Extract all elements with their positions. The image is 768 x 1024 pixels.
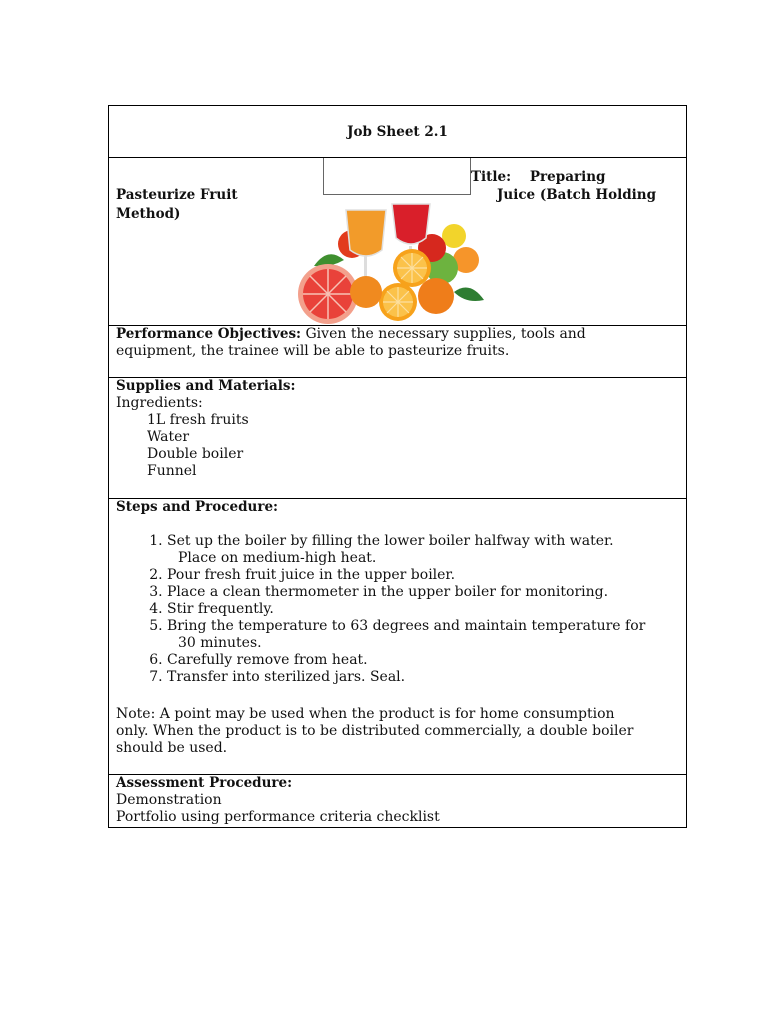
step-item: 3. Place a clean thermometer in the upper boiler for monitoring. bbox=[167, 584, 686, 601]
job-sheet-table bbox=[108, 105, 687, 828]
title-left-line2: Method) bbox=[116, 206, 181, 222]
supply-item: Water bbox=[147, 429, 190, 445]
supply-item: 1L fresh fruits bbox=[147, 412, 249, 428]
steps-label: Steps and Procedure: bbox=[116, 499, 279, 515]
steps-row bbox=[109, 499, 686, 775]
objectives-text-2: equipment, the trainee will be able to pasteurize fruits. bbox=[116, 343, 510, 359]
step-text: Bring the temperature to 63 degrees and maintain temperature for bbox=[167, 618, 646, 634]
job-sheet-title: Job Sheet 2.1 bbox=[347, 124, 448, 140]
step-text-cont: Place on medium-high heat. bbox=[178, 550, 377, 566]
supply-item: Double boiler bbox=[147, 446, 244, 462]
heading-row bbox=[109, 158, 686, 326]
ingredients-label: Ingredients: bbox=[116, 395, 203, 411]
objectives-text-1: Given the necessary supplies, tools and bbox=[301, 326, 586, 342]
step-text-cont: 30 minutes. bbox=[178, 635, 262, 651]
title-right-line1: Title: Preparing bbox=[471, 169, 606, 185]
step-item: 4. Stir frequently. bbox=[167, 601, 686, 618]
step-item: 6. Carefully remove from heat. bbox=[167, 652, 686, 669]
objectives-label: Performance Objectives: bbox=[116, 326, 302, 342]
fruit-juice-photo bbox=[294, 196, 486, 326]
assessment-item: Portfolio using performance criteria checklist bbox=[116, 809, 440, 825]
step-item bbox=[167, 618, 686, 652]
steps-list bbox=[109, 533, 686, 686]
assessment-label: Assessment Procedure: bbox=[116, 775, 293, 791]
assessment-item: Demonstration bbox=[116, 792, 222, 808]
assessment-row bbox=[109, 775, 686, 827]
note-line1: Note: A point may be used when the product is for home consumption bbox=[116, 706, 615, 722]
objectives-line1 bbox=[116, 326, 586, 343]
supplies-row bbox=[109, 378, 686, 499]
image-frame bbox=[323, 158, 471, 195]
note-line3: should be used. bbox=[116, 740, 228, 756]
title-row bbox=[109, 106, 686, 158]
title-left-line1: Pasteurize Fruit bbox=[116, 187, 238, 203]
note-line2: only. When the product is to be distributed commercially, a double boiler bbox=[116, 723, 634, 739]
title-right-line2: Juice (Batch Holding bbox=[497, 187, 657, 203]
step-text: Set up the boiler by filling the lower boiler halfway with water. bbox=[167, 533, 614, 549]
objectives-row bbox=[109, 326, 686, 378]
supply-item: Funnel bbox=[147, 463, 197, 479]
step-item bbox=[167, 533, 686, 567]
step-item: 2. Pour fresh fruit juice in the upper boiler. bbox=[167, 567, 686, 584]
supplies-label: Supplies and Materials: bbox=[116, 378, 296, 394]
step-item: 7. Transfer into sterilized jars. Seal. bbox=[167, 669, 686, 686]
